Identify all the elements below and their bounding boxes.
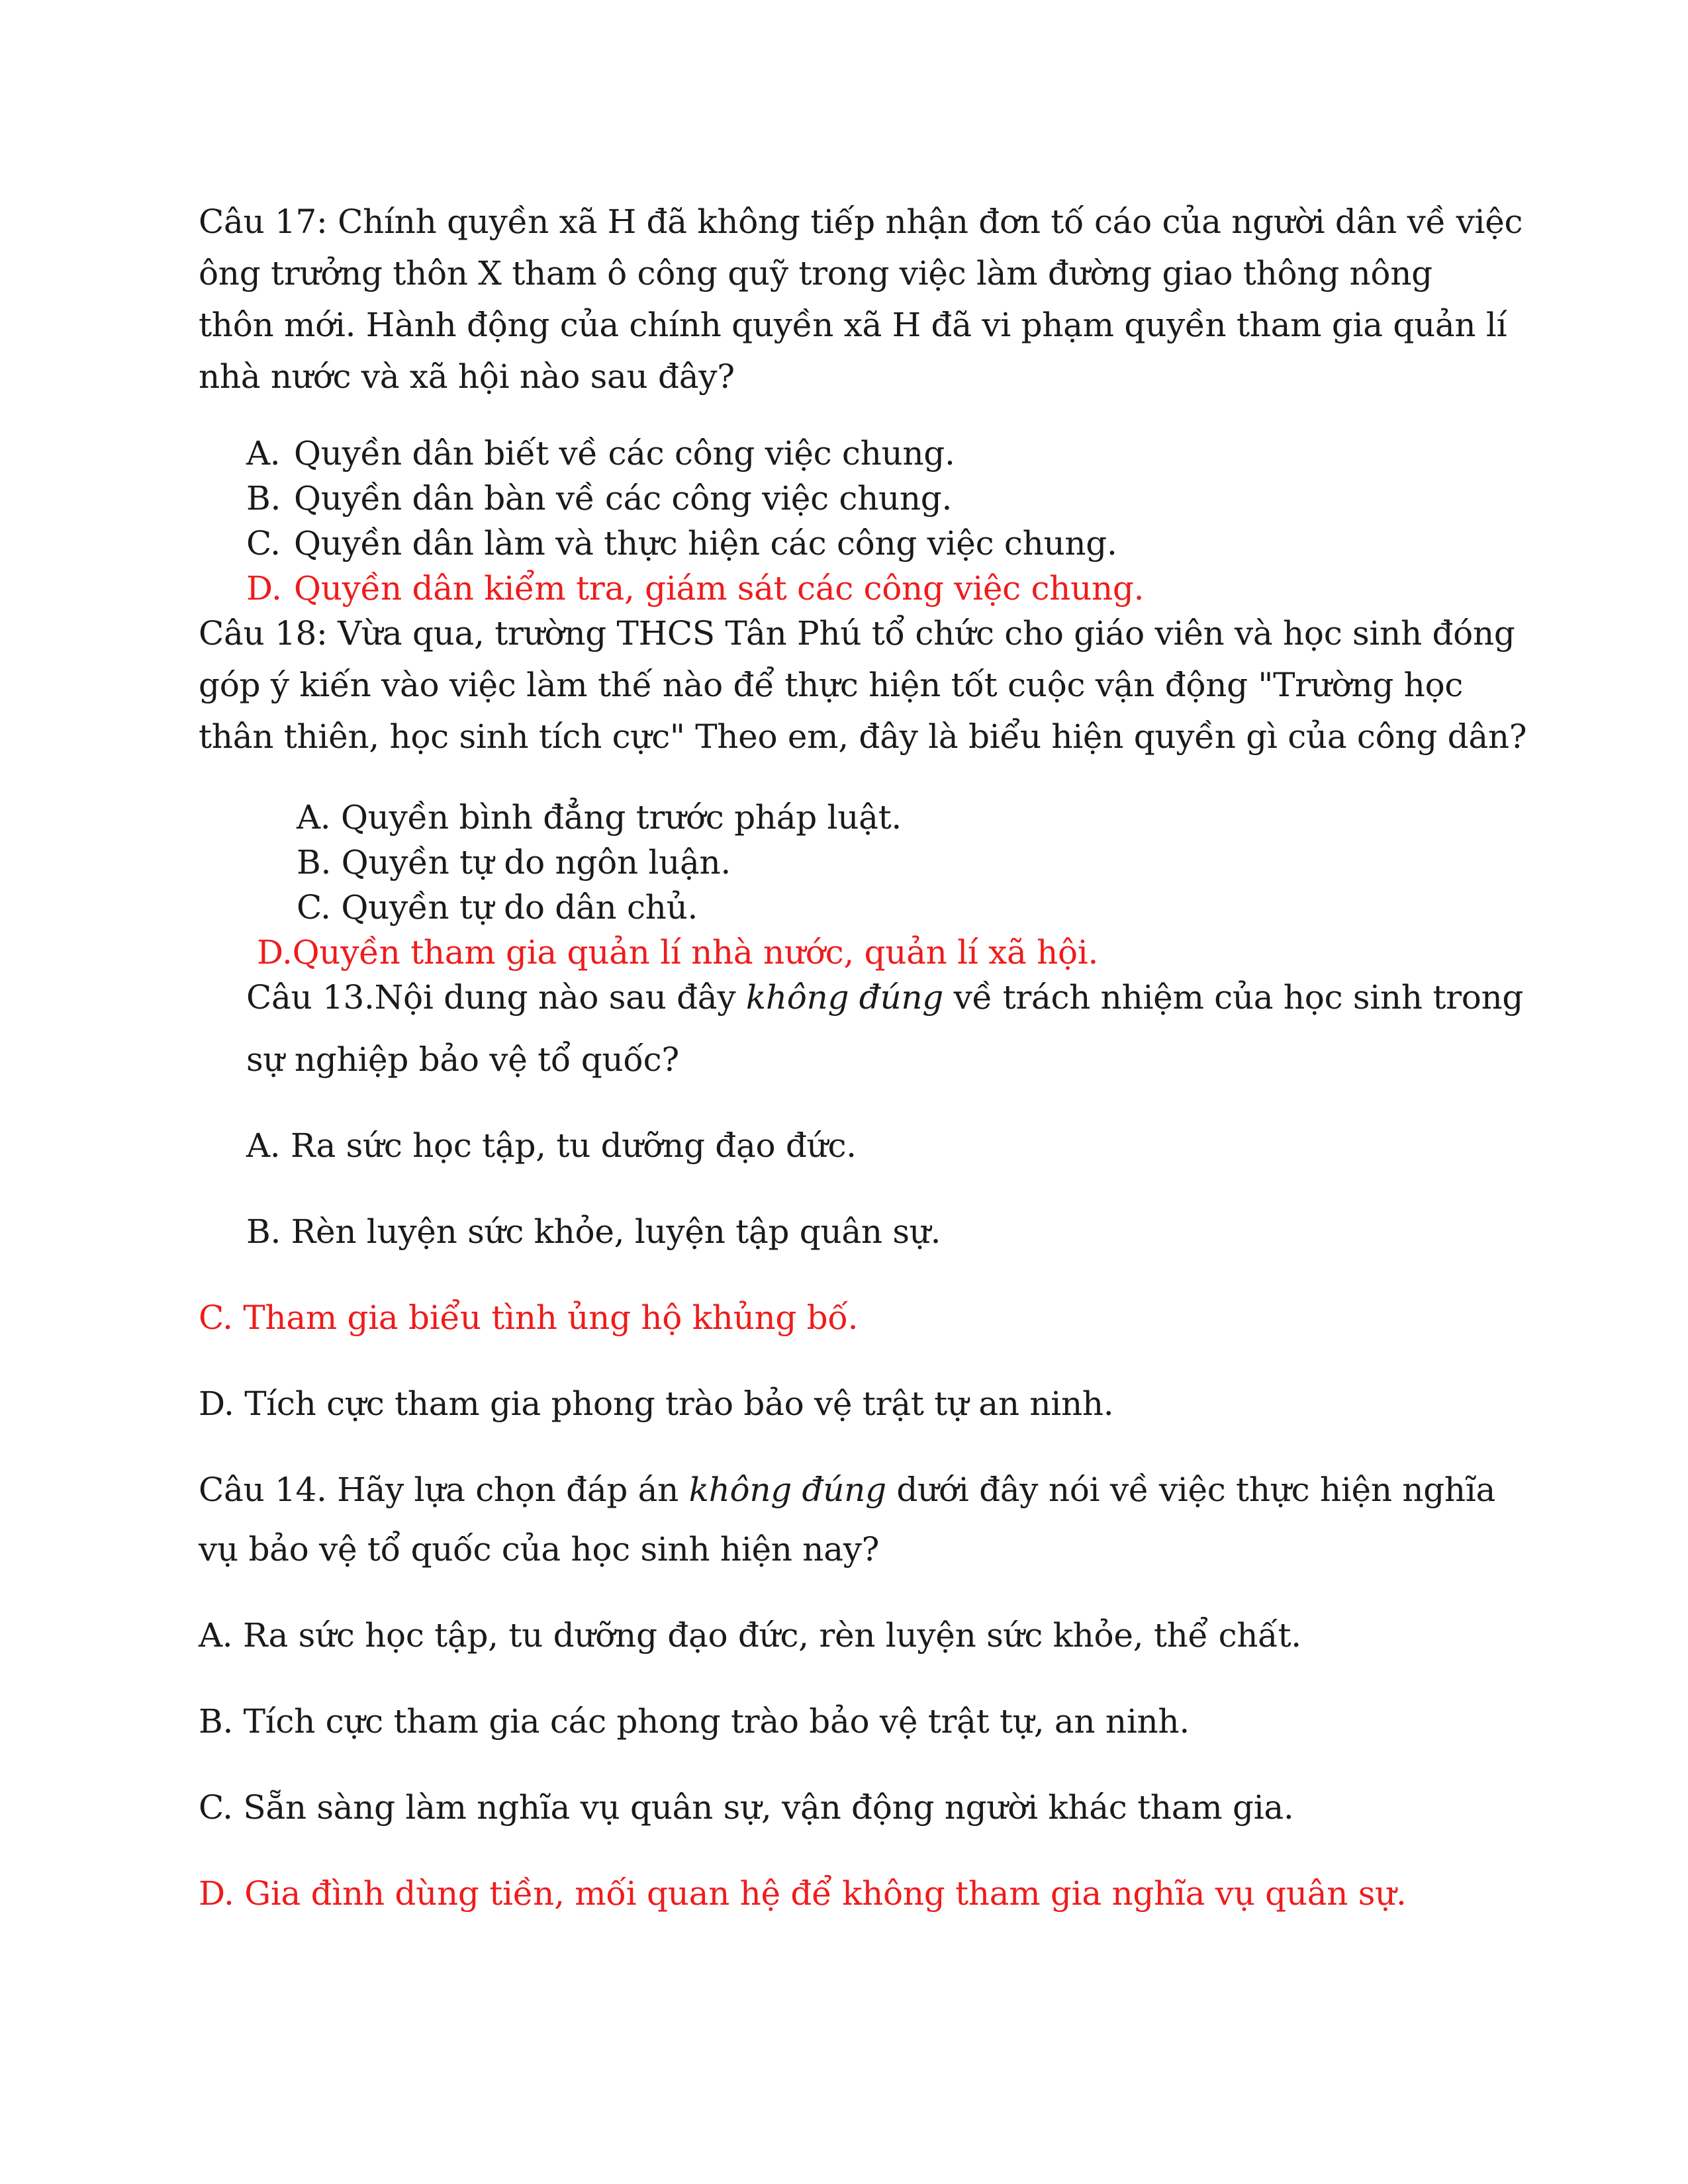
q17-line-4: nhà nước và xã hội nào sau đây? xyxy=(199,357,735,396)
q18-line-3: thân thiên, học sinh tích cực" Theo em, đây là biểu hiện quyền gì của công dân? xyxy=(199,717,1527,756)
q18-option-a: A. Quyền bình đẳng trước pháp luật. xyxy=(297,798,902,837)
q14-text-pre: Câu 14. Hãy lựa chọn đáp án xyxy=(199,1471,689,1509)
q14-line-1 xyxy=(199,1467,1495,1513)
q13-text-pre: Câu 13.Nội dung nào sau đây xyxy=(246,978,746,1017)
option-text: Quyền dân bàn về các công việc chung. xyxy=(294,479,953,518)
option-label: C. xyxy=(246,524,281,563)
option-label: D. xyxy=(246,569,282,608)
q14-text-emphasis: không đúng xyxy=(688,1471,886,1509)
q14-option-a: A. Ra sức học tập, tu dưỡng đạo đức, rèn luyện sức khỏe, thể chất. xyxy=(199,1616,1301,1655)
q17-line-2: ông trưởng thôn X tham ô công quỹ trong việc làm đường giao thông nông xyxy=(199,254,1432,293)
q13-text-emphasis: không đúng xyxy=(745,978,943,1017)
q13-line-1 xyxy=(246,974,1523,1021)
q17-option-c xyxy=(246,520,1117,567)
q14-option-c: C. Sẵn sàng làm nghĩa vụ quân sự, vận động người khác tham gia. xyxy=(199,1788,1294,1827)
option-label: A. xyxy=(246,434,281,473)
q14-option-b: B. Tích cực tham gia các phong trào bảo vệ trật tự, an ninh. xyxy=(199,1702,1190,1741)
q18-option-d-answer: D.Quyền tham gia quản lí nhà nước, quản lí xã hội. xyxy=(257,933,1099,972)
q13-line-2: sự nghiệp bảo vệ tổ quốc? xyxy=(246,1040,679,1079)
option-text: Quyền dân biết về các công việc chung. xyxy=(294,434,955,473)
q18-option-b: B. Quyền tự do ngôn luận. xyxy=(297,843,731,882)
q17-option-b xyxy=(246,475,952,522)
q17-line-3: thôn mới. Hành động của chính quyền xã H đã vi phạm quyền tham gia quản lí xyxy=(199,306,1507,344)
q13-option-c-answer: C. Tham gia biểu tình ủng hộ khủng bố. xyxy=(199,1298,859,1337)
q18-line-2: góp ý kiến vào việc làm thế nào để thực hiện tốt cuộc vận động "Trường học xyxy=(199,666,1464,704)
q13-option-b: B. Rèn luyện sức khỏe, luyện tập quân sự. xyxy=(246,1212,941,1251)
q18-option-c: C. Quyền tự do dân chủ. xyxy=(297,888,698,927)
q18-line-1: Câu 18: Vừa qua, trường THCS Tân Phú tổ chức cho giáo viên và học sinh đóng xyxy=(199,614,1515,653)
q13-option-a: A. Ra sức học tập, tu dưỡng đạo đức. xyxy=(246,1126,857,1165)
q13-option-d: D. Tích cực tham gia phong trào bảo vệ trật tự an ninh. xyxy=(199,1385,1114,1423)
q17-option-a xyxy=(246,430,955,477)
q17-line-1: Câu 17: Chính quyền xã H đã không tiếp nhận đơn tố cáo của người dân về việc xyxy=(199,203,1523,241)
q14-text-post: dưới đây nói về việc thực hiện nghĩa xyxy=(886,1471,1496,1509)
q13-text-post: về trách nhiệm của học sinh trong xyxy=(943,978,1524,1017)
q14-line-2: vụ bảo vệ tổ quốc của học sinh hiện nay? xyxy=(199,1530,880,1569)
option-label: B. xyxy=(246,479,281,518)
option-text: Quyền dân kiểm tra, giám sát các công việc chung. xyxy=(294,569,1145,608)
q17-option-d-answer xyxy=(246,565,1144,612)
option-text: Quyền dân làm và thực hiện các công việc chung. xyxy=(294,524,1117,563)
q14-option-d-answer: D. Gia đình dùng tiền, mối quan hệ để không tham gia nghĩa vụ quân sự. xyxy=(199,1874,1407,1913)
